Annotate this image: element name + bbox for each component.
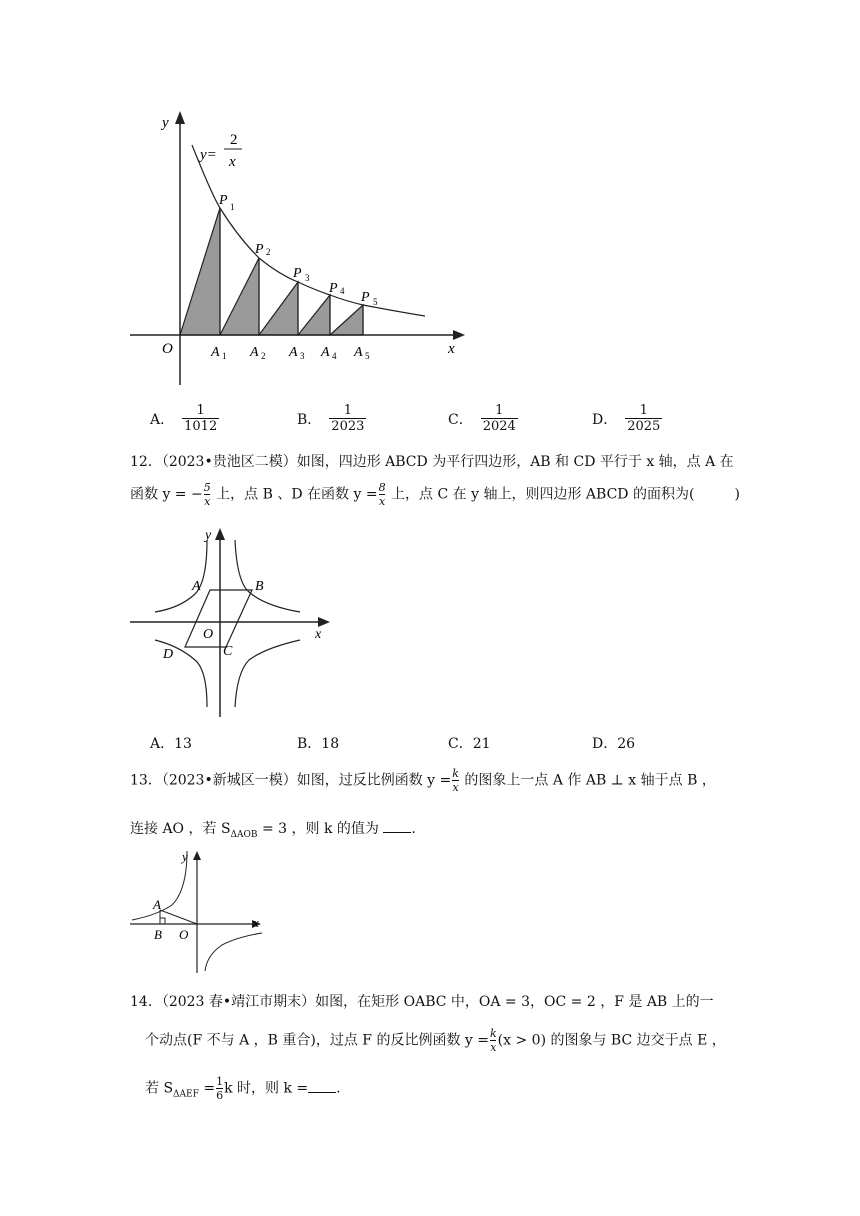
option-letter: B． — [297, 411, 322, 428]
figure-q12 — [125, 522, 340, 722]
point-b-label: B — [255, 579, 264, 594]
a-label: A — [289, 345, 298, 360]
option-letter: C． — [448, 411, 473, 428]
p-sub: 4 — [340, 286, 345, 296]
answer-blank[interactable] — [308, 1080, 336, 1093]
figure-q13 — [127, 845, 267, 980]
p-sub: 2 — [266, 247, 271, 257]
q11-option-a[interactable] — [150, 403, 219, 434]
q14-line-1: 14．（2023 春•靖江市期末）如图，在矩形 OABC 中，OA = 3，OC = 2 ，F 是 AB 上的一 — [130, 994, 714, 1010]
q12-option-b[interactable]: B．18 — [297, 736, 340, 752]
q12-line-2: 函数 y = − $\frac{5}{x}$ 上，点 B 、D 在函数 y = $\frac{8}{x}$ 上，点 C 在 y 轴上，则四边形 ABCD 的面积为( ) — [130, 481, 740, 508]
point-c-label: C — [223, 644, 233, 659]
option-fraction: $\frac{1}{2023}$ — [331, 403, 365, 434]
q11-option-d[interactable] — [592, 403, 662, 434]
p-label: P — [293, 266, 302, 281]
point-a-label: A — [192, 579, 201, 594]
p-label: P — [219, 193, 228, 208]
q12-option-d[interactable]: D．26 — [592, 736, 636, 752]
a-label: A — [321, 345, 330, 360]
y-axis-label: y — [182, 849, 188, 864]
a-sub: 5 — [365, 351, 370, 361]
q14-line-3: 若 $S_{\Delta AEF}$ = $\frac{1}{6}$ k 时，则 k = . — [145, 1075, 341, 1102]
option-letter: D． — [592, 411, 618, 428]
curve-label-prefix: y= — [200, 147, 217, 163]
answer-blank[interactable] — [383, 820, 411, 833]
q12-line-1: 12．（2023•贵池区二模）如图，四边形 ABCD 为平行四边形，AB 和 CD 平行于 x 轴，点 A 在 — [130, 454, 734, 470]
y-axis-label: y — [162, 115, 169, 131]
option-fraction: $\frac{1}{2024}$ — [482, 403, 516, 434]
q11-option-c[interactable] — [448, 403, 518, 434]
q12-option-a[interactable]: A．13 — [150, 736, 192, 752]
shaded-triangles — [180, 208, 363, 335]
x-axis-label: x — [253, 915, 259, 930]
option-letter: A． — [150, 411, 175, 428]
x-axis-label: x — [448, 341, 455, 357]
a-sub: 2 — [261, 351, 266, 361]
figure-q11 — [120, 105, 480, 395]
q13-line-2: 连接 AO ，若 $S_{\Delta AOB} = 3$ ，则 k 的值为 . — [130, 821, 416, 840]
origin-label: O — [162, 341, 173, 357]
q11-option-b[interactable] — [297, 403, 366, 434]
p-sub: 5 — [373, 297, 378, 307]
q14-line-2: 个动点(F 不与 A ，B 重合)，过点 F 的反比例函数 y = $\frac{k}{x}$ (x > 0) 的图象与 BC 边交于点 E ， — [145, 1027, 726, 1054]
a-sub: 4 — [332, 351, 337, 361]
a-sub: 1 — [222, 351, 227, 361]
q13-line-1: 13．（2023•新城区一模）如图，过反比例函数 y = $\frac{k}{x}$ 的图象上一点 A 作 AB ⊥ x 轴于点 B ， — [130, 767, 716, 794]
p-sub: 3 — [305, 273, 310, 283]
y-axis-label: y — [205, 528, 212, 543]
point-b-label: B — [154, 927, 162, 942]
origin-label: O — [203, 627, 214, 642]
curve-label-num: 2 — [230, 132, 238, 148]
q12-option-c[interactable]: C．21 — [448, 736, 491, 752]
a-label: A — [250, 345, 259, 360]
hyperbola-curve — [192, 145, 425, 316]
a-label: A — [354, 345, 363, 360]
p-label: P — [361, 290, 370, 305]
a-label: A — [211, 345, 220, 360]
p-label: P — [329, 281, 338, 296]
curve-label-den: x — [229, 154, 236, 170]
point-d-label: D — [163, 647, 174, 662]
point-a-label: A — [153, 897, 161, 912]
p-sub: 1 — [230, 202, 235, 212]
a-sub: 3 — [300, 351, 305, 361]
p-label: P — [255, 242, 264, 257]
option-fraction: $\frac{1}{1012}$ — [184, 403, 218, 434]
origin-label: O — [179, 927, 189, 942]
x-axis-label: x — [315, 627, 322, 642]
option-fraction: $\frac{1}{2025}$ — [627, 403, 661, 434]
